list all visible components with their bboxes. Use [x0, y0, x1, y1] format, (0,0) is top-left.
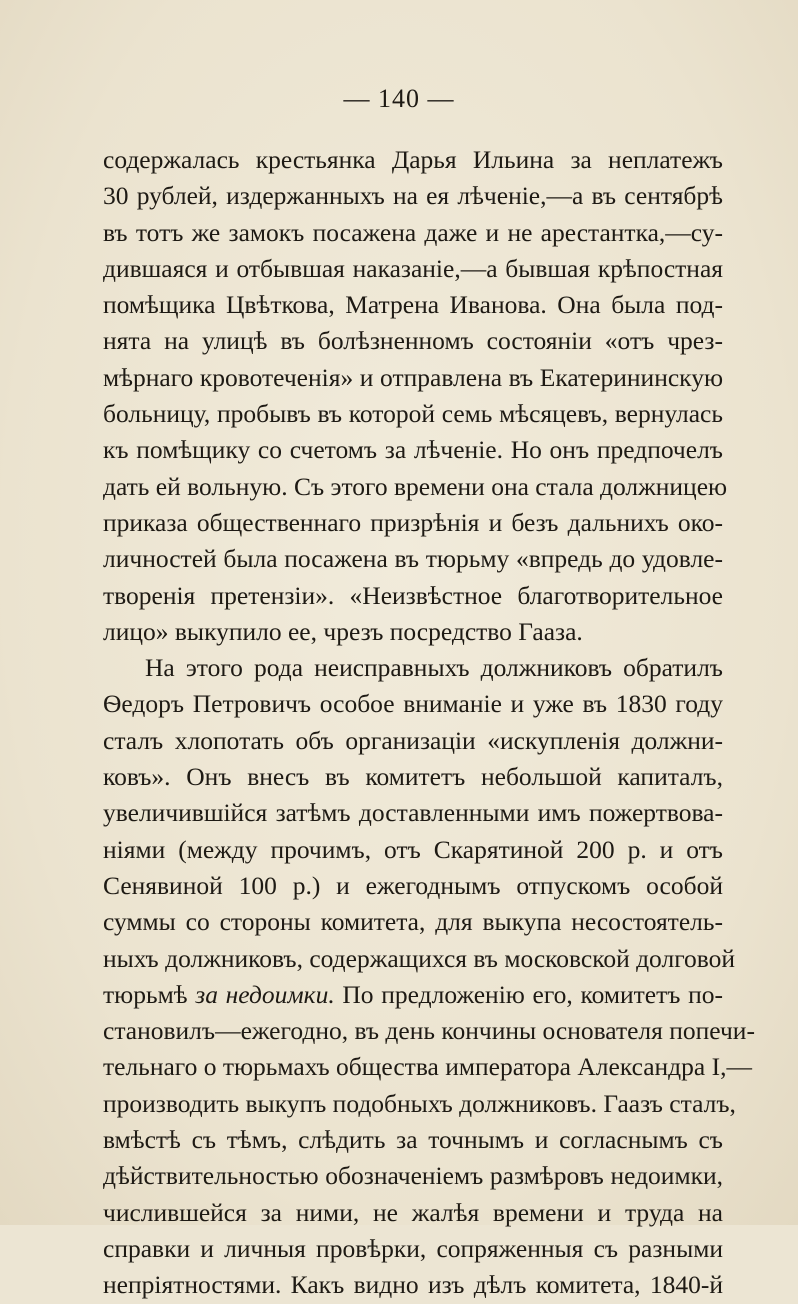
text-line: тельнаго о тюрьмахъ общества императора Александра I,— [103, 1052, 752, 1082]
text-line: сталъ хлопотать объ организаціи «искупленія должни- [103, 725, 723, 755]
text-line: ныхъ должниковъ, содержащихся въ московской долговой [103, 943, 736, 973]
text-line: дать ей вольную. Съ этого времени она стала должницею [103, 471, 728, 501]
text-line: вмѣстѣ съ тѣмъ, слѣдить за точнымъ и согласнымъ съ [103, 1125, 723, 1155]
text-line: творенія претензіи». «Неизвѣстное благотворительное [103, 580, 723, 610]
text-line: 30 рублей, издержанныхъ на ея лѣченіе,—а въ сентябрѣ [103, 181, 723, 211]
text-line: Сенявиной 100 р.) и ежегоднымъ отпускомъ особой [103, 870, 723, 900]
text-line: приказа общественнаго призрѣнія и безъ дальнихъ око- [103, 507, 723, 537]
text-line: На этого рода неисправныхъ должниковъ обратилъ [145, 653, 723, 683]
text-line: ніями (между прочимъ, отъ Скарятиной 200 р. и отъ [103, 834, 723, 864]
page-number: — 140 — [343, 84, 455, 113]
text-line: къ помѣщику со счетомъ за лѣченіе. Но онъ предпочелъ [103, 435, 723, 465]
text-segment: тюрьмѣ [103, 979, 196, 1009]
body-text [103, 142, 755, 1304]
text-line: становилъ—ежегодно, въ день кончины основателя попечи- [103, 1016, 755, 1046]
italic-phrase: за недоимки. [195, 979, 335, 1009]
text-line: нята на улицѣ въ болѣзненномъ состояніи «отъ чрез- [103, 326, 723, 356]
text-segment: По предложенію его, комитетъ по- [334, 979, 723, 1009]
text-line: числившейся за ними, не жалѣя времени и труда на [103, 1197, 723, 1227]
text-line: справки и личныя провѣрки, сопряженныя съ разными [103, 1233, 723, 1263]
text-line: въ тотъ же замокъ посажена даже и не арестантка,—су- [103, 217, 723, 247]
text-line: Ѳедоръ Петровичъ особое вниманіе и уже въ 1830 году [103, 689, 723, 719]
text-line: производить выкупъ подобныхъ должниковъ. Гаазъ сталъ, [103, 1088, 736, 1118]
text-line: личностей была посажена въ тюрьму «впредь до удовле- [103, 544, 723, 574]
text-line: суммы со стороны комитета, для выкупа несостоятель- [103, 907, 723, 937]
text-line: больницу, пробывъ въ которой семь мѣсяцевъ, вернулась [103, 399, 723, 429]
text-line: лицо» выкупило ее, чрезъ посредство Гааза. [103, 616, 583, 646]
text-line: содержалась крестьянка Дарья Ильина за неплатежъ [103, 145, 723, 174]
text-line: мѣрнаго кровотеченія» и отправлена въ Екатерининскую [103, 362, 723, 392]
text-line-with-emphasis [103, 977, 723, 1013]
text-line: ковъ». Онъ внесъ въ комитетъ небольшой капиталъ, [103, 762, 723, 792]
text-line: помѣщика Цвѣткова, Матрена Иванова. Она была под- [103, 290, 723, 320]
text-line: увеличившійся затѣмъ доставленными имъ пожертвова- [103, 798, 723, 828]
text-line: дившаяся и отбывшая наказаніе,—а бывшая крѣпостная [103, 253, 723, 283]
text-line: непріятностями. Какъ видно изъ дѣлъ комитета, 1840-й [103, 1270, 723, 1300]
text-line: дѣйствительностью обозначеніемъ размѣровъ недоимки, [103, 1161, 723, 1191]
